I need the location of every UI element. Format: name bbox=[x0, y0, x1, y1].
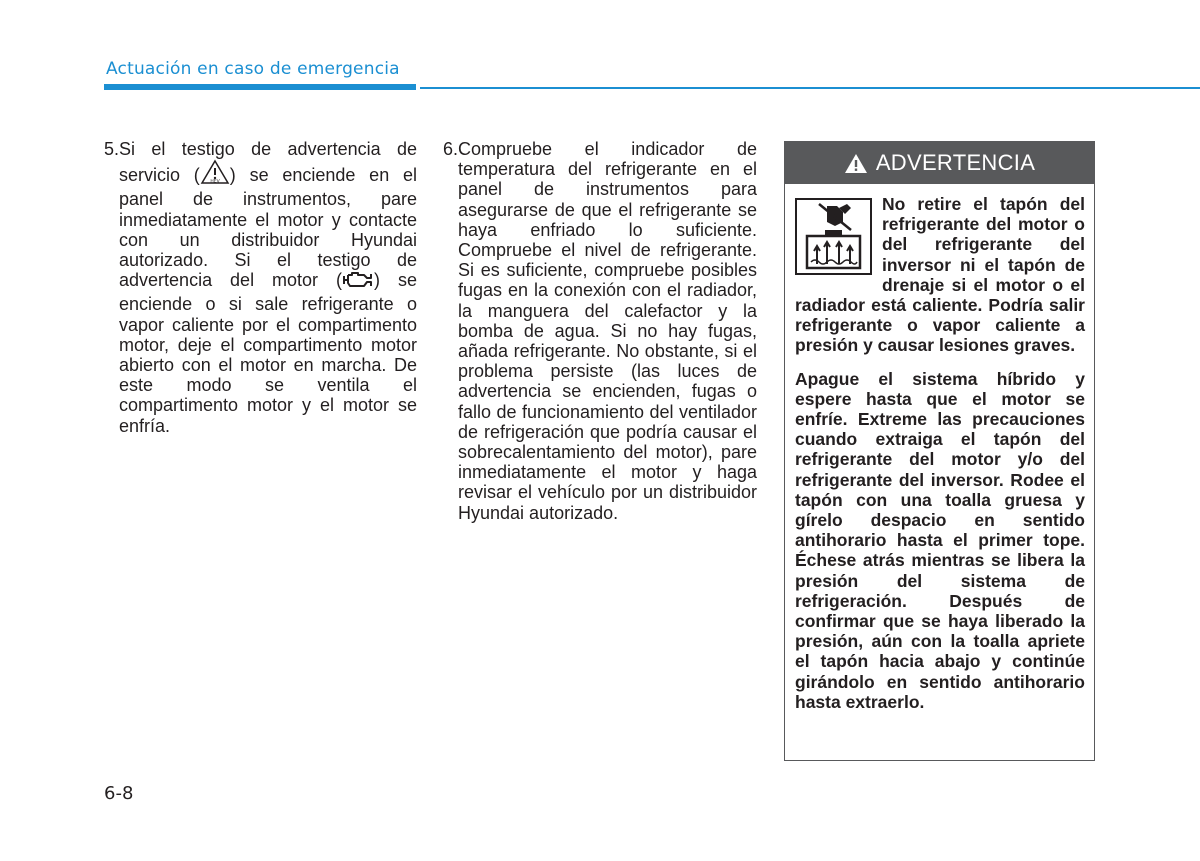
step-text: Compruebe el indicador de temperatura del refrigerante en el panel de instrumentos para asegurarse de que el refrigerante se haya enfriado lo suficiente. Compruebe el nivel de refrigerante. Si es suficiente, compruebe posibles fugas en la conexión con el radiador, la manguera del calefactor y la bomba de agua. Si no hay fugas, añada refrigerante. No obstante, si el problema persiste (las luces de advertencia se encienden, fugas o fallo de funcionamiento del ventilador de refrigeración que podría causar el sobrecalentamiento del motor), pare inmediatamente el motor y haga revisar el vehículo por un distribuidor Hyundai autorizado. bbox=[458, 139, 757, 523]
step-number: 6. bbox=[443, 139, 459, 159]
step-number: 5. bbox=[104, 139, 120, 159]
header-rule-thick bbox=[104, 84, 416, 90]
warning-box bbox=[784, 141, 1095, 761]
warning-triangle-icon bbox=[844, 153, 868, 174]
warning-paragraph-2: Apague el sistema híbrido y espere hasta que el motor se enfríe. Extreme las precauciones cuando extraiga el tapón del refrigerante del motor y/o del refrigerante del inversor. Rodee el tapón con una toalla gruesa y gírelo despacio en sentido antihorario hasta el primer tope. Échese atrás mientras se libera la presión del sistema de refrigeración. Después de confirmar que se haya liberado la presión, aún con la toalla apriete el tapón hacia abajo y continúe girándolo en sentido antihorario hasta extraerlo. bbox=[795, 368, 1085, 712]
hev-service-warning-icon bbox=[200, 159, 230, 189]
step-text: Si el testigo de advertencia de servicio ( HEV ) se enciende en el panel de instrumentos, pare inmediatamente el motor y contacte con un distribuidor Hyundai autorizado. Si el testigo de advertencia del motor ( ) se enciende o si sale refrigerante o vapor caliente por el compartimento motor, deje el compartimento motor abierto con el motor en marcha. De este modo se ventila el compartimento motor y el motor se enfría. bbox=[119, 139, 417, 436]
hot-radiator-cap-icon bbox=[795, 198, 872, 275]
engine-check-icon bbox=[342, 270, 374, 294]
warning-paragraph-1: No retire el tapón del refrigerante del motor o del refrigerante del inversor ni el tapón de drenaje si el motor o el radiador está caliente. Podría salir refrigerante o vapor caliente a presión y causar lesiones graves. bbox=[795, 194, 1085, 356]
page-number: 6-8 bbox=[104, 783, 134, 804]
step-5 bbox=[104, 139, 417, 436]
section-title: Actuación en caso de emergencia bbox=[106, 59, 400, 79]
step-6 bbox=[443, 139, 757, 523]
warning-header bbox=[785, 142, 1094, 184]
warning-body bbox=[785, 184, 1094, 712]
warning-title: ADVERTENCIA bbox=[875, 150, 1036, 175]
header-rule-thin bbox=[420, 87, 1200, 89]
svg-text:HEV: HEV bbox=[210, 179, 220, 185]
